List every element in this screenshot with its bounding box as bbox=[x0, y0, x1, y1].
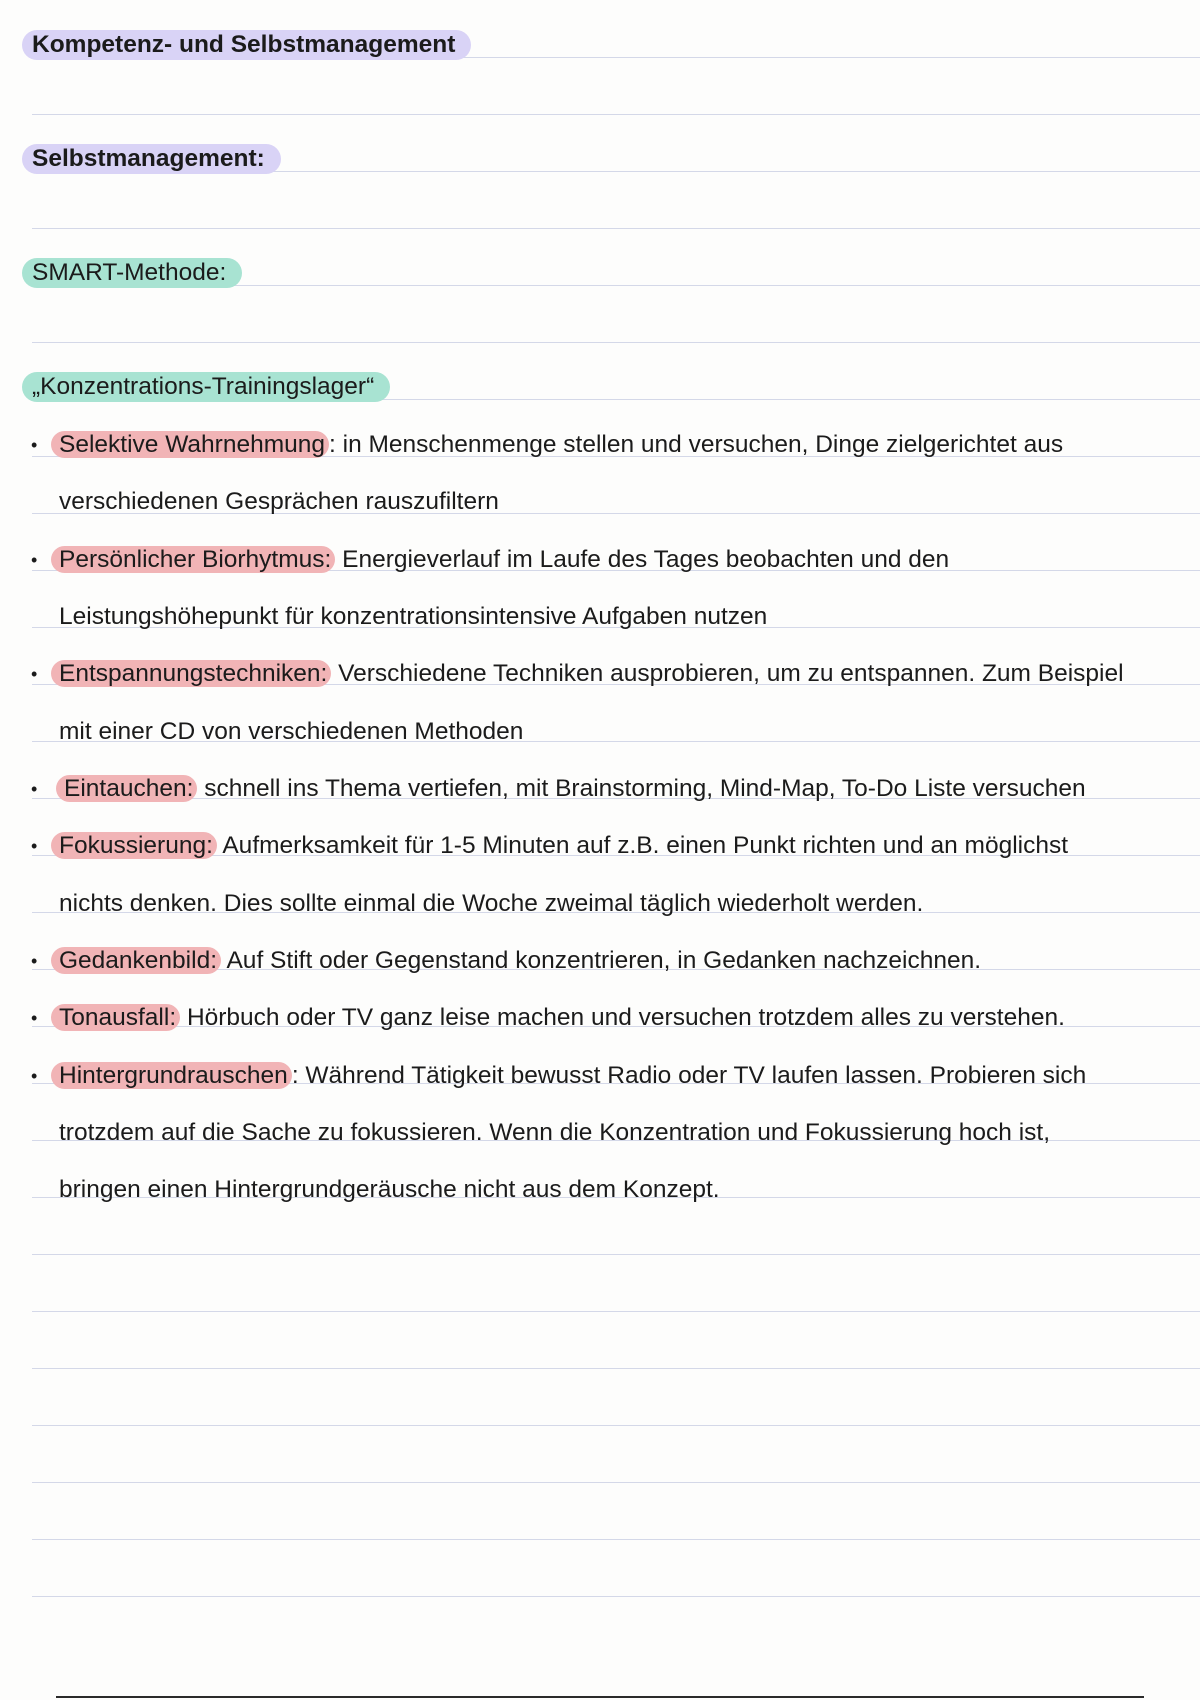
ruled-line bbox=[32, 342, 1200, 343]
list-item-term: Persönlicher Biorhytmus: bbox=[51, 546, 335, 573]
list-item bbox=[0, 774, 1200, 831]
list-item-text bbox=[51, 946, 981, 976]
ruled-line bbox=[32, 1596, 1200, 1597]
list-item bbox=[0, 1003, 1200, 1060]
list-item-continuation-text: nichts denken. Dies sollte einmal die Woche zweimal täglich wiederholt werden. bbox=[59, 890, 924, 917]
bullet-icon: • bbox=[31, 1008, 38, 1028]
list-item-term: Eintauchen: bbox=[56, 775, 197, 802]
ruled-line bbox=[32, 228, 1200, 229]
section-heading-smart-methode: SMART-Methode: bbox=[22, 258, 242, 288]
list-item-text bbox=[51, 545, 949, 575]
list-item bbox=[0, 659, 1200, 716]
ruled-line bbox=[32, 1254, 1200, 1255]
bullet-icon: • bbox=[31, 550, 38, 570]
bullet-icon: • bbox=[31, 664, 38, 684]
list-item-description: schnell ins Thema vertiefen, mit Brainstorming, Mind-Map, To-Do Liste versuchen bbox=[197, 775, 1086, 802]
ruled-line bbox=[32, 1539, 1200, 1540]
list-item bbox=[0, 1061, 1200, 1118]
bullet-icon: • bbox=[31, 836, 38, 856]
list-item-term: Fokussierung: bbox=[51, 832, 217, 859]
list-item-description: Energieverlauf im Laufe des Tages beobachten und den bbox=[335, 546, 950, 573]
list-item-text bbox=[51, 1061, 1086, 1091]
ruled-line bbox=[32, 1425, 1200, 1426]
list-item bbox=[0, 545, 1200, 602]
list-item-description: : Während Tätigkeit bewusst Radio oder TV laufen lassen. Probieren sich bbox=[291, 1062, 1087, 1089]
bullet-icon: • bbox=[31, 951, 38, 971]
ruled-line bbox=[32, 1482, 1200, 1483]
section-heading-selbstmanagement: Selbstmanagement: bbox=[22, 144, 281, 174]
list-item bbox=[0, 946, 1200, 1003]
list-item-description: Auf Stift oder Gegenstand konzentrieren, in Gedanken nachzeichnen. bbox=[221, 947, 982, 974]
list-item-term: Selektive Wahrnehmung bbox=[51, 431, 329, 458]
list-item-continuation-text: verschiedenen Gesprächen rauszufiltern bbox=[59, 488, 499, 515]
list-item-continuation-text: mit einer CD von verschiedenen Methoden bbox=[59, 718, 524, 745]
ruled-line bbox=[32, 1368, 1200, 1369]
list-item bbox=[0, 831, 1200, 888]
list-item-term: Hintergrundrauschen bbox=[51, 1062, 292, 1089]
list-item-text bbox=[51, 831, 1068, 861]
section-heading-konzentrations-trainingslager: „Konzentrations-Trainingslager“ bbox=[22, 372, 390, 402]
list-item-text bbox=[51, 659, 1124, 689]
list-item-text bbox=[51, 1003, 1065, 1033]
list-item-continuation-text: bringen einen Hintergrundgeräusche nicht aus dem Konzept. bbox=[59, 1176, 720, 1203]
list-item-continuation bbox=[0, 717, 1200, 774]
list-item-continuation bbox=[0, 602, 1200, 659]
list-item-description: : in Menschenmenge stellen und versuchen, Dinge zielgerichtet aus bbox=[329, 431, 1064, 458]
list-item-continuation-text: Leistungshöhepunkt für konzentrationsintensive Aufgaben nutzen bbox=[59, 603, 768, 630]
list-item-term: Tonausfall: bbox=[51, 1004, 180, 1031]
list-item-continuation bbox=[0, 889, 1200, 946]
bullet-icon: • bbox=[31, 435, 38, 455]
list-item-continuation bbox=[0, 1118, 1200, 1175]
list-item-text bbox=[56, 774, 1086, 804]
list-item-continuation bbox=[0, 1175, 1200, 1232]
ruled-line bbox=[32, 1311, 1200, 1312]
list-item-term: Entspannungstechniken: bbox=[51, 660, 331, 687]
list-item-continuation bbox=[0, 487, 1200, 544]
list-item-term: Gedankenbild: bbox=[51, 947, 221, 974]
list-item-text bbox=[51, 430, 1063, 460]
ruled-line bbox=[32, 114, 1200, 115]
page-title: Kompetenz- und Selbstmanagement bbox=[22, 30, 471, 60]
list-item-description: Hörbuch oder TV ganz leise machen und versuchen trotzdem alles zu verstehen. bbox=[180, 1004, 1065, 1031]
list-item-description: Verschiedene Techniken ausprobieren, um zu entspannen. Zum Beispiel bbox=[331, 660, 1124, 687]
page-bottom-border bbox=[56, 1696, 1144, 1698]
bullet-icon: • bbox=[31, 779, 38, 799]
bullet-icon: • bbox=[31, 1066, 38, 1086]
list-item-description: Aufmerksamkeit für 1-5 Minuten auf z.B. einen Punkt richten und an möglichst bbox=[216, 832, 1069, 859]
list-item-continuation-text: trotzdem auf die Sache zu fokussieren. Wenn die Konzentration und Fokussierung hoch ist, bbox=[59, 1119, 1051, 1146]
list-item bbox=[0, 430, 1200, 487]
